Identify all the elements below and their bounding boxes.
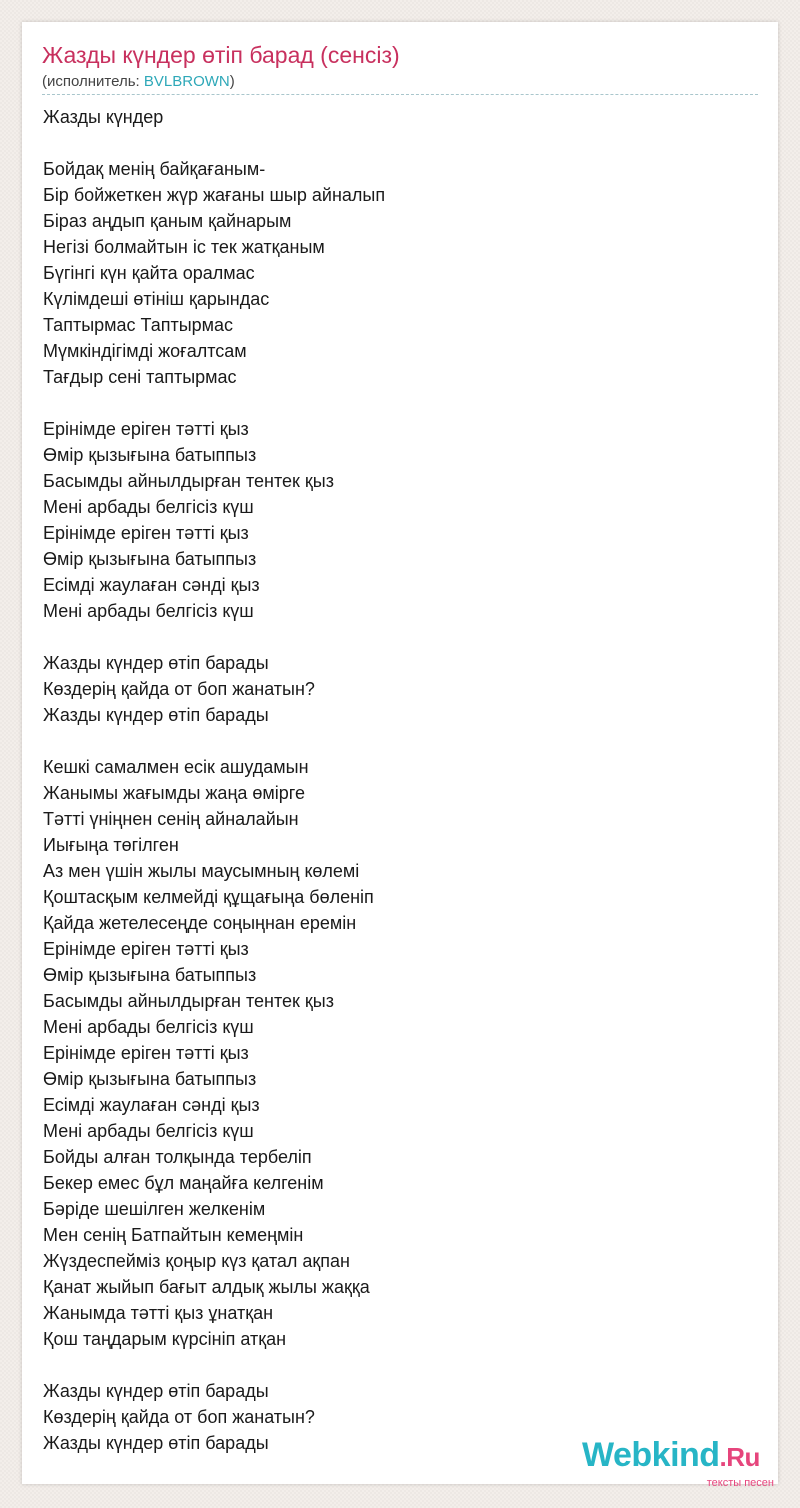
artist-link[interactable]: BVLBROWN xyxy=(143,73,230,90)
lyrics-line: Кешкі самалмен есік ашудамын xyxy=(43,757,309,777)
logo-main-text: Webkind xyxy=(582,1436,720,1474)
lyrics-line: Өмір қызығына батыппыз xyxy=(43,445,257,465)
lyrics-blank-line xyxy=(43,390,385,416)
lyrics-blank-line xyxy=(43,130,385,156)
lyrics-line: Ерінімде еріген тәтті қыз xyxy=(43,419,249,439)
lyrics-line: Басымды айнылдырған тентек қыз xyxy=(43,471,334,491)
artist-suffix: ) xyxy=(229,73,235,90)
lyrics-blank-line xyxy=(43,1352,385,1378)
lyrics-line: Қоштасқым келмейді құщағыңа бөленіп xyxy=(43,887,374,907)
lyrics-line: Ерінімде еріген тәтті қыз xyxy=(43,523,249,543)
lyrics-line: Бойдақ менің байқағаным- xyxy=(43,159,266,179)
lyrics-line: Басымды айнылдырған тентек қыз xyxy=(43,991,334,1011)
lyrics-line: Бекер емес бұл маңайға келгенім xyxy=(43,1173,324,1193)
lyrics-line: Тәтті үніңнен сенің айналайын xyxy=(43,809,299,829)
lyrics-line: Мен сенің Батпайтын кемеңмін xyxy=(43,1225,304,1245)
lyrics-line: Есімді жаулаған сәнді қыз xyxy=(43,1095,260,1115)
lyrics-line: Мені арбады белгісіз күш xyxy=(43,1017,254,1037)
lyrics-line: Біраз аңдып қаным қайнарым xyxy=(43,211,292,231)
lyrics-line: Жанымы жағымды жаңа өмірге xyxy=(43,783,305,803)
lyrics-line: Жазды күндер xyxy=(43,107,164,127)
lyrics-line: Жазды күндер өтіп барады xyxy=(43,1381,269,1401)
lyrics-line: Қанат жыйып бағыт алдық жылы жаққа xyxy=(43,1277,370,1297)
lyrics-line: Негізі болмайтын іс тек жатқаным xyxy=(43,237,325,257)
lyrics-line: Жазды күндер өтіп барады xyxy=(43,653,269,673)
lyrics-line: Мені арбады белгісіз күш xyxy=(43,601,254,621)
lyrics-line: Өмір қызығына батыппыз xyxy=(43,1069,257,1089)
lyrics-line: Жазды күндер өтіп барады xyxy=(43,705,269,725)
artist-line xyxy=(42,73,235,90)
lyrics-line: Жанымда тәтті қыз ұнатқан xyxy=(43,1303,274,1323)
lyrics-line: Бойды алған толқында тербеліп xyxy=(43,1147,312,1167)
lyrics-line: Таптырмас Таптырмас xyxy=(43,315,234,335)
logo-suffix-text: .Ru xyxy=(719,1442,760,1472)
lyrics-line: Мүмкіндігімді жоғалтсам xyxy=(43,341,247,361)
lyrics-blank-line xyxy=(43,624,385,650)
artist-prefix: (исполнитель: xyxy=(42,73,144,90)
site-logo[interactable] xyxy=(582,1436,782,1489)
lyrics-body xyxy=(43,104,385,1456)
title-divider xyxy=(42,94,758,95)
lyrics-line: Тағдыр сені таптырмас xyxy=(43,367,237,387)
lyrics-line: Бүгінгі күн қайта оралмас xyxy=(43,263,255,283)
lyrics-line: Жазды күндер өтіп барады xyxy=(43,1433,269,1453)
lyrics-blank-line xyxy=(43,728,385,754)
lyrics-line: Бәріде шешілген желкенім xyxy=(43,1199,266,1219)
lyrics-line: Бір бойжеткен жүр жағаны шыр айналып xyxy=(43,185,386,205)
lyrics-line: Мені арбады белгісіз күш xyxy=(43,1121,254,1141)
logo-tagline: тексты песен xyxy=(706,1477,774,1489)
lyrics-line: Ерінімде еріген тәтті қыз xyxy=(43,1043,249,1063)
lyrics-card xyxy=(22,22,778,1489)
lyrics-line: Көздерің қайда от боп жанатын? xyxy=(43,679,315,699)
lyrics-line: Өмір қызығына батыппыз xyxy=(43,965,257,985)
lyrics-line: Күлімдеші өтініш қарындас xyxy=(43,289,270,309)
logo-wordmark xyxy=(582,1436,760,1475)
song-title: Жазды күндер өтіп барад (сенсіз) xyxy=(42,42,400,68)
lyrics-line: Қош таңдарым күрсініп атқан xyxy=(43,1329,287,1349)
lyrics-line: Көздерің қайда от боп жанатын? xyxy=(43,1407,315,1427)
lyrics-line: Иығыңа төгілген xyxy=(43,835,179,855)
lyrics-line: Қайда жетелесеңде соңыңнан еремін xyxy=(43,913,357,933)
lyrics-line: Жүздеспейміз қоңыр күз қатал ақпан xyxy=(43,1251,350,1271)
lyrics-line: Өмір қызығына батыппыз xyxy=(43,549,257,569)
lyrics-line: Аз мен үшін жылы маусымның көлемі xyxy=(43,861,360,881)
lyrics-line: Ерінімде еріген тәтті қыз xyxy=(43,939,249,959)
lyrics-line: Мені арбады белгісіз күш xyxy=(43,497,254,517)
lyrics-line: Есімді жаулаған сәнді қыз xyxy=(43,575,260,595)
